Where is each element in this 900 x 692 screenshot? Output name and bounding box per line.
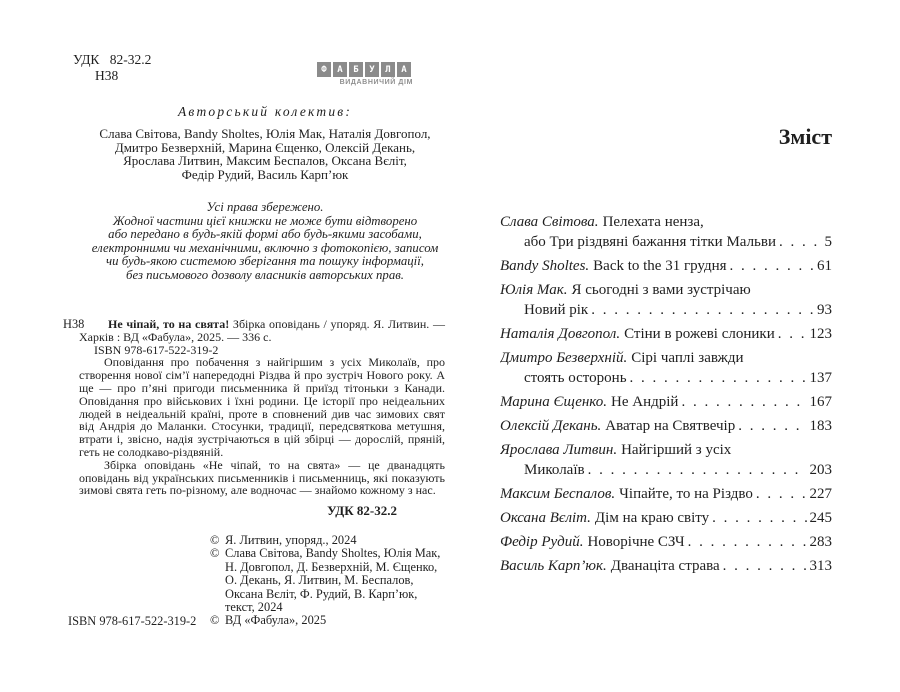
toc-entry <box>500 392 832 412</box>
authors-heading: Авторський колектив: <box>177 104 353 119</box>
toc-line-continued <box>500 232 832 252</box>
toc-dot-leader <box>630 368 807 388</box>
biblio-title-line <box>79 318 445 344</box>
toc-title: Аватар на Святвечір <box>605 418 736 434</box>
copyright-symbol: © <box>210 613 220 628</box>
toc-line <box>500 280 832 300</box>
toc-dot-leader <box>756 484 807 504</box>
toc-entry <box>500 348 832 388</box>
toc-title: Дім на краю світу <box>594 510 710 526</box>
toc-page-number: 283 <box>809 534 832 550</box>
toc-line <box>500 212 832 232</box>
toc-page-number: 313 <box>809 558 832 574</box>
logo-letter-tile: Ф <box>317 62 331 77</box>
isbn-bottom: ISBN 978-617-522-319-2 <box>68 614 197 628</box>
udk-classification <box>73 52 151 84</box>
rights-notice-line: без письмового дозволу власників авторських прав. <box>126 267 404 282</box>
toc-title: Я сьогодні з вами зустрічаю <box>571 282 751 298</box>
toc-dot-leader <box>730 256 814 276</box>
toc-page-number: 203 <box>809 462 832 478</box>
copyright-symbol <box>210 561 225 574</box>
toc-dot-leader <box>738 416 806 436</box>
toc-line <box>500 324 832 344</box>
toc-title: Дванаціта страва <box>610 558 720 574</box>
toc-entry <box>500 508 832 528</box>
copyright-text: ВД «Фабула», 2025 <box>225 613 327 628</box>
annotation-paragraph-1: Оповідання про побачення з найгіршим з усіх Миколаїв, про створення нової сім’ї напередодні Різдва й про зустріч Нового року. А ще — про п’яні пригоди письменника й приїзд тітоньки з Канади. Оповідання про військових і їхні родини. Це історії про неідеальних людей в неідеальній країні, проте в сповнений див час зимових свят від Андрія до Маланки. Стосунки, традиції, передсвяткова метушня, втрати і, звісно, надія зустрічаються в цій збірці — дорослій, пряній, геть не солодкаво-різдвяній. <box>79 355 445 459</box>
toc-line <box>500 532 832 552</box>
copyright-text: Оксана Вєліт, Ф. Рудий, В. Карп’юк, <box>225 586 418 601</box>
toc-page-number: 167 <box>809 394 832 410</box>
toc-dot-leader <box>779 232 821 252</box>
toc-dot-leader <box>778 324 807 344</box>
toc-page-number: 245 <box>809 510 832 526</box>
toc-title-continued: або Три різдвяні бажання тітки Мальви <box>524 234 777 250</box>
toc-dot-leader <box>681 392 806 412</box>
right-page <box>450 0 900 692</box>
biblio-description: Збірка оповідань / упоряд. Я. Литвин. — Харків : ВД «Фабула», 2025. — 336 с. <box>79 317 446 344</box>
toc-title-continued: Миколаїв <box>524 462 585 478</box>
bibliographic-record <box>63 317 446 519</box>
rights-notice-line: Усі права збережено. <box>206 200 324 215</box>
toc-author: Максим Беспалов. <box>500 486 616 502</box>
toc-dot-leader <box>591 300 814 320</box>
toc-title-continued: стоять осторонь <box>524 370 627 386</box>
copyright-symbol <box>210 574 225 587</box>
toc-entry <box>500 532 832 552</box>
toc-page-number: 5 <box>824 234 832 250</box>
toc-entry <box>500 416 832 436</box>
toc-page-number: 183 <box>809 418 832 434</box>
authors-list <box>75 127 455 181</box>
authors-list-line: Дмитро Безверхній, Марина Єщенко, Олексій Декань, <box>114 139 416 155</box>
toc-author: Слава Світова. <box>500 214 599 230</box>
toc-author: Марина Єщенко. <box>500 394 607 410</box>
logo-letter-tile: Л <box>381 62 395 77</box>
toc-author: Олексій Декань. <box>500 418 602 434</box>
toc-line-continued <box>500 300 832 320</box>
toc-heading: Зміст <box>778 124 832 149</box>
toc-title: Стіни в рожеві слоники <box>624 326 775 342</box>
toc-title: Back to the 31 грудня <box>593 258 727 274</box>
toc-entry <box>500 556 832 576</box>
toc-dot-leader <box>588 460 807 480</box>
copyright-symbol <box>210 601 225 614</box>
copyright-block <box>210 534 440 628</box>
toc-author: Наталія Довгопол. <box>500 326 621 342</box>
toc-page-number: 61 <box>817 258 832 274</box>
toc-title: Новорічне СЗЧ <box>587 534 685 550</box>
toc-entry <box>500 280 832 320</box>
book-index-code: Н38 <box>95 68 119 83</box>
toc-page-number: 227 <box>809 486 832 502</box>
toc-line <box>500 392 832 412</box>
toc-author: Василь Карп’юк. <box>500 558 607 574</box>
toc-author: Оксана Вєліт. <box>500 510 591 526</box>
authors-list-line: Слава Світова, Bandy Sholtes, Юлія Мак, Наталія Довгопол, <box>99 126 431 141</box>
copyright-symbol: © <box>210 546 220 561</box>
toc-page-number: 137 <box>809 370 832 386</box>
toc-title: Пелехата ненза, <box>602 214 704 230</box>
logo-letter-tile: А <box>333 62 347 77</box>
authors-list-line: Ярослава Литвин, Максим Беспалов, Оксана Вєліт, <box>123 153 407 169</box>
rights-notice-line: електронними чи механічними, включно з фотокопією, записом <box>91 240 439 255</box>
rights-notice-line: або передано в будь-якій формі або будь-якими засобами, <box>108 227 422 242</box>
toc-entry <box>500 484 832 504</box>
toc-title: Найгірший з усіх <box>621 442 732 458</box>
toc-line <box>500 484 832 504</box>
toc-author: Федір Рудий. <box>500 534 584 550</box>
toc-line-continued <box>500 460 832 480</box>
toc-line <box>500 348 832 368</box>
toc-line-continued <box>500 368 832 388</box>
toc-title: Не Андрій <box>611 394 679 410</box>
copyright-line <box>210 614 440 627</box>
toc-dot-leader <box>723 556 807 576</box>
toc-author: Bandy Sholtes. <box>500 258 590 274</box>
toc-dot-leader <box>712 508 806 528</box>
publisher-logo-tiles <box>317 62 413 77</box>
copyright-text: О. Декань, Я. Литвин, М. Беспалов, <box>225 573 414 588</box>
toc-author: Дмитро Безверхній. <box>500 350 628 366</box>
publisher-logo-subtitle: ВИДАВНИЧИЙ ДІМ <box>339 79 413 86</box>
udk-bottom: УДК 82-32.2 <box>327 503 397 519</box>
copyright-text: Н. Довгопол, Д. Безверхній, М. Єщенко, <box>225 559 438 574</box>
toc-entry <box>500 324 832 344</box>
logo-letter-tile: У <box>365 62 379 77</box>
annotation-paragraph-2: Збірка оповідань «Не чіпай, то на свята» — це дванадцять оповідань від українських письменників і письменниць, які показують зимові свята геть по-різному, але водночас — знайомо кожному з нас. <box>79 457 445 498</box>
toc-line <box>500 440 832 460</box>
toc-dot-leader <box>688 532 807 552</box>
toc-author: Ярослава Литвин. <box>500 442 618 458</box>
copyright-text: Слава Світова, Bandy Sholtes, Юлія Мак, <box>225 546 441 561</box>
toc-title-continued: Новий рік <box>524 302 589 318</box>
rights-notice-line: Жодної частини цієї книжки не може бути відтворено <box>112 213 418 228</box>
toc-entry <box>500 256 832 276</box>
copyright-line <box>210 547 440 560</box>
copyright-symbol <box>210 588 225 601</box>
toc-line <box>500 256 832 276</box>
toc-list <box>500 212 832 580</box>
toc-title: Сірі чаплі завжди <box>631 350 744 366</box>
toc-line <box>500 508 832 528</box>
toc-page-number: 123 <box>809 326 832 342</box>
copyright-text: текст, 2024 <box>225 600 283 615</box>
copyright-line <box>210 588 440 601</box>
copyright-symbol: © <box>210 533 220 547</box>
toc-entry <box>500 440 832 480</box>
book-title: Не чіпай, то на свята! <box>108 317 230 331</box>
toc-entry <box>500 212 832 252</box>
toc-page-number: 93 <box>817 302 832 318</box>
udk-code: УДК 82-32.2 <box>73 52 152 67</box>
rights-notice-line: чи будь-якою системою зберігання та пошуку інформації, <box>106 254 424 269</box>
copyright-line <box>210 601 440 614</box>
biblio-isbn: ISBN 978-617-522-319-2 <box>94 342 219 357</box>
copyright-line <box>210 561 440 574</box>
toc-line <box>500 556 832 576</box>
publisher-logo <box>317 62 413 86</box>
logo-letter-tile: Б <box>349 62 363 77</box>
logo-letter-tile: А <box>397 62 411 77</box>
front-matter-column <box>75 104 455 282</box>
toc-title: Чіпайте, то на Різдво <box>619 486 753 502</box>
copyright-line <box>210 534 440 547</box>
authors-list-line: Федір Рудий, Василь Карп’юк <box>181 166 349 182</box>
toc-line <box>500 416 832 436</box>
copyright-line <box>210 574 440 587</box>
biblio-margin-code: Н38 <box>63 317 85 331</box>
copyright-text: Я. Литвин, упоряд., 2024 <box>225 533 357 547</box>
toc-author: Юлія Мак. <box>500 282 568 298</box>
rights-notice <box>75 201 455 282</box>
